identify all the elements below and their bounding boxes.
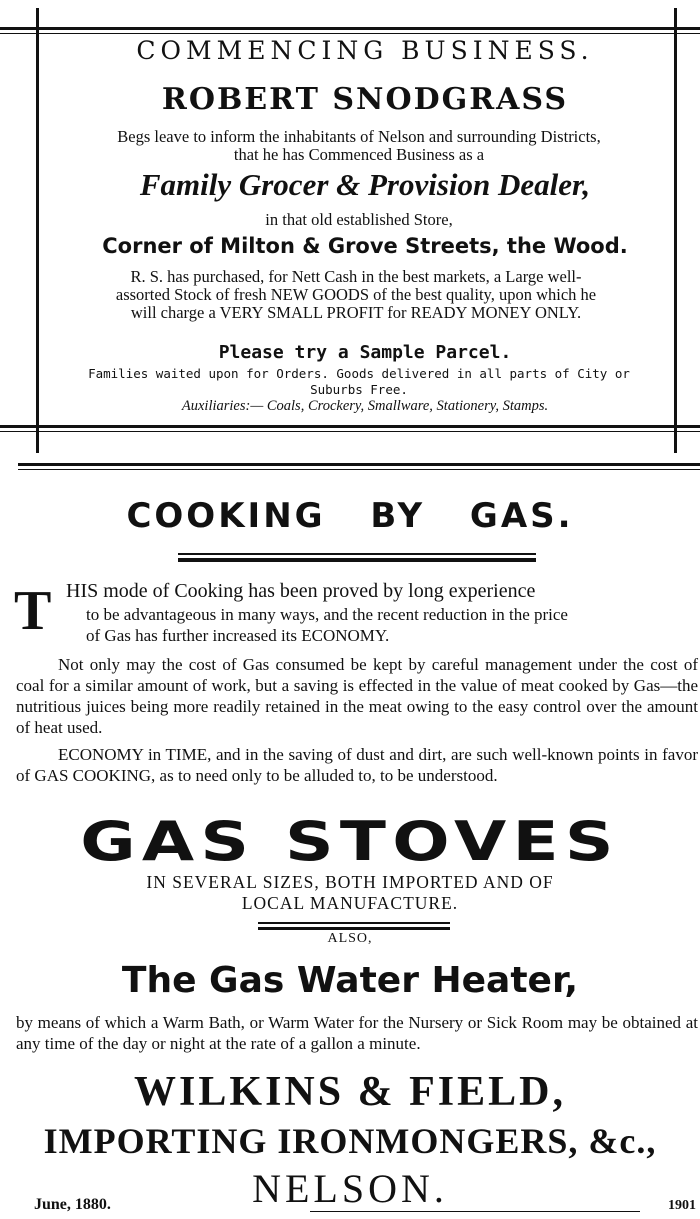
ad1-top-double-rule [0,27,700,30]
ad1-orders-line2: Suburbs Free. [310,382,408,397]
ad1-intro [44,128,674,164]
ad1-stock-line2: assorted Stock of fresh NEW GOODS of the best quality, upon which he [115,285,597,304]
water-heater-title: The Gas Water Heater, [121,960,579,1001]
ad1-stock-line1: R. S. has purchased, for Nett Cash in the best markets, a Large well- [130,267,582,286]
section-rule-1 [258,922,450,924]
ad2-paragraph-3: ECONOMY in TIME, and in the saving of dust and dirt, are such well-known points in favor of GAS COOKING, as to need only to be alluded to, to be understood. [16,745,698,785]
heading-underline-1 [178,553,536,555]
ad1-bottom-rule [0,425,700,428]
ad1-address: Corner of Milton & Grove Streets, the Wood. [102,234,628,258]
ad1-top-thin-rule [0,33,700,34]
ad2-paragraph-2: Not only may the cost of Gas consumed be kept by careful management under the cost of coal for a similar amount of work, but a saving is effected in the value of meat cooked by Gas—the nutritious juices being more readily retained in the meat owing to the easy control over the amount of heat used. [16,655,698,737]
firm-town: NELSON. [252,1166,448,1211]
ad1-intro-line2: that he has Commenced Business as a [233,145,485,164]
ad1-orders-line1: Families waited upon for Orders. Goods delivered in all parts of City or [88,366,630,381]
ad1-left-border [36,8,39,453]
ad1-stock-paragraph [44,268,668,322]
sizes-line2: LOCAL MANUFACTURE. [241,893,459,913]
firm-trade: IMPORTING IRONMONGERS, &c., [43,1121,657,1161]
ad1-store-line: in that old established Store, [265,210,453,229]
ad1-stock-line3: will charge a VERY SMALL PROFIT for READY MONEY ONLY. [130,303,582,322]
ad2-top-thin-rule [18,469,700,470]
also-label: ALSO, [327,931,373,946]
ad1-bottom-thin-rule [0,431,700,432]
ad2-heading: COOKING BY GAS. [126,496,574,536]
ad1-orders [44,366,674,398]
water-heater-description: by means of which a Warm Bath, or Warm Water for the Nursery or Sick Room may be obtained at any time of the day or night at the rate of a gallon a minute. [16,1013,698,1053]
ad2-top-rule [18,463,700,466]
publication-date: June, 1880. [34,1196,111,1213]
firm-name: WILKINS & FIELD, [134,1069,566,1115]
ad1-heading: COMMENCING BUSINESS. [136,36,594,65]
section-rule-2 [258,927,450,930]
ad1-intro-line1: Begs leave to inform the inhabitants of Nelson and surrounding Districts, [117,127,601,146]
ad1-right-border [674,8,677,453]
ad2-p1-line1: HIS mode of Cooking has been proved by long experience [66,580,536,602]
footer-rule [310,1211,640,1212]
ad1-sample-line: Please try a Sample Parcel. [218,342,512,363]
heading-underline-2 [178,558,536,562]
page-folio: 1901 [668,1198,696,1213]
ad1-trade-title: Family Grocer & Provision Dealer, [139,167,591,202]
gas-stoves-banner: GAS STOVES [80,810,620,873]
ad1-auxiliaries: Auxiliaries:— Coals, Crockery, Smallware, Stationery, Stamps. [181,398,549,414]
ad2-drop-cap: T [14,580,52,642]
stoves-sizes [0,872,700,914]
ad2-p1-line3: of Gas has further increased its ECONOMY. [86,626,390,645]
ad2-p1-line2: to be advantageous in many ways, and the recent reduction in the price [86,605,568,624]
ad1-merchant-name: ROBERT SNODGRASS [161,82,569,117]
sizes-line1: IN SEVERAL SIZES, BOTH IMPORTED AND OF [146,872,554,892]
